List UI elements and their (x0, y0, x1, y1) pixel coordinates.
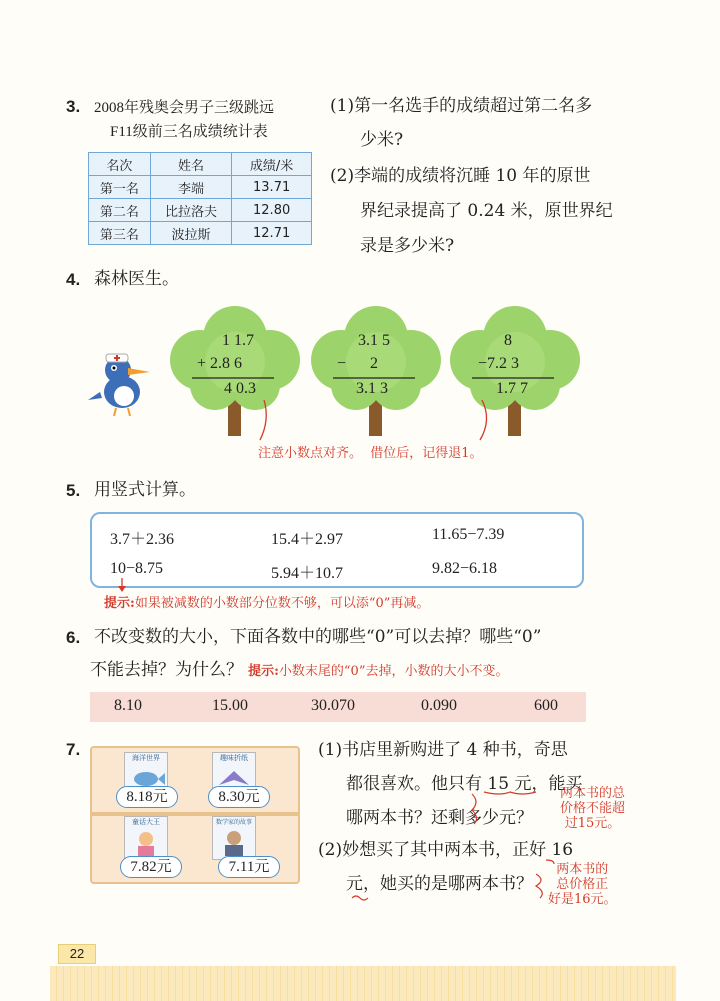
q7-sub2-line-1: (2)妙想买了其中两本书，正好 16 (318, 840, 574, 860)
q7-sub1-line-1: (1)书店里新购进了 4 种书，奇思 (318, 740, 568, 760)
table-cell: 第二名 (89, 199, 151, 222)
note-2-pointer (350, 856, 570, 906)
table-header-row (89, 153, 312, 176)
strip-number: 0.090 (421, 697, 457, 714)
woodpecker-doctor-illustration (86, 348, 156, 418)
strip-number: 8.10 (114, 697, 142, 714)
book-title: 童话大王 (132, 818, 160, 826)
question-7-number: 7. (66, 740, 81, 759)
book-cover (212, 816, 256, 860)
q3-sub1-line-2: 少米? (360, 130, 404, 150)
tree-2-line-1: 3.1 5 (358, 332, 390, 349)
note-line: 两本书的 (556, 862, 609, 877)
table-cell: 12.71 (232, 222, 312, 245)
calc-expression: 5.94＋10.7 (271, 565, 344, 582)
table-cell: 波拉斯 (150, 222, 232, 245)
table-cell: 比拉洛夫 (150, 199, 232, 222)
calc-expression: 3.7＋2.36 (110, 531, 175, 548)
tree-1-line-2: + 2.8 6 (197, 355, 243, 372)
header-cell: 成绩/米 (232, 153, 312, 176)
tree-1-line-3: 4 0.3 (224, 380, 256, 397)
table-row (89, 199, 312, 222)
q7-sub1-line-3: 哪两本书？还剩多少元？ (346, 808, 533, 828)
q6-line-1: 不改变数的大小，下面各数中的哪些“0”可以去掉？哪些“0” (94, 627, 542, 647)
portrait-icon (213, 826, 255, 858)
note-line: 总价格正 (556, 877, 609, 892)
q6-line-2-row (90, 660, 508, 680)
q7-note-1 (560, 786, 625, 831)
note-line: 价格不能超 (560, 801, 626, 816)
q3-sub2-line-3: 录是多少米? (360, 236, 455, 256)
hint-label: 提示: (248, 664, 279, 679)
strip-number: 15.00 (212, 697, 248, 714)
hint-text: 小数末尾的“0”去掉，小数的大小不变。 (278, 664, 509, 679)
tree-3-line-1: 8 (504, 332, 512, 349)
price-tag: 8.30元 (208, 786, 270, 808)
tree-2-line-2: − 2 (337, 355, 379, 372)
hint-label: 提示: (104, 596, 135, 611)
note-arrows (250, 398, 530, 448)
note-line: 好是16元。 (548, 892, 617, 907)
hint-text: 如果被减数的小数部分位数不够，可以添“0”再减。 (134, 596, 430, 611)
price-tag: 8.18元 (116, 786, 178, 808)
strip-number: 30.070 (311, 697, 355, 714)
page-footer-band (50, 966, 676, 1001)
question-3-number: 3. (66, 97, 81, 116)
header-cell: 名次 (89, 153, 151, 176)
q4-note: 注意小数点对齐。 借位后，记得退1。 (258, 446, 483, 461)
question-4-number: 4. (66, 270, 81, 289)
calc-expression: 9.82−6.18 (432, 560, 498, 577)
table-cell: 李端 (150, 176, 232, 199)
question-5-number: 5. (66, 481, 81, 500)
question-6-number: 6. (66, 628, 81, 647)
note-line: 两本书的总 (560, 786, 626, 801)
table-title-line-1: 2008年残奥会男子三级跳远 (94, 100, 275, 116)
calc-expression: 15.4＋2.97 (271, 531, 344, 548)
q7-sub1-line-2: 都很喜欢。他只有 15 元，能买 (346, 774, 583, 794)
tree-1-line-1: 1 1.7 (222, 332, 254, 349)
strip-number: 600 (534, 697, 558, 714)
calc-expression: 10−8.75 (110, 560, 164, 577)
q7-note-2 (548, 862, 617, 907)
table-cell: 12.80 (232, 199, 312, 222)
price-tag: 7.82元 (120, 856, 182, 878)
table-row (89, 176, 312, 199)
book-cover (124, 816, 168, 860)
book-title: 海洋世界 (132, 754, 160, 762)
price-tag: 7.11元 (218, 856, 280, 878)
results-table (88, 152, 312, 245)
q3-sub2-line-2: 界纪录提高了 0.24 米，原世界纪 (360, 201, 613, 221)
note-line: 过15元。 (564, 816, 621, 831)
table-cell: 13.71 (232, 176, 312, 199)
q6-line-2: 不能去掉？为什么？ (90, 660, 243, 680)
note-1-pointer (470, 790, 550, 830)
q5-hint (104, 592, 429, 611)
header-cell: 姓名 (150, 153, 232, 176)
calc-expression: 11.65−7.39 (432, 526, 505, 543)
character-icon (125, 827, 167, 859)
shelf-board (92, 812, 298, 816)
page-number: 22 (58, 944, 96, 964)
tree-2-line-3: 3.1 3 (356, 380, 388, 397)
q3-sub1-line-1: (1)第一名选手的成绩超过第二名多 (330, 96, 593, 116)
tree-3-line-2: −7.2 3 (478, 355, 520, 372)
q3-sub2-line-1: (2)李端的成绩将沉睡 10 年的原世 (330, 166, 591, 186)
tree-3-line-3: 1.7 7 (496, 380, 528, 397)
q7-sub2-line-2: 元，她买的是哪两本书？ (346, 874, 533, 894)
book-title: 趣味折纸 (220, 754, 248, 762)
table-cell: 第一名 (89, 176, 151, 199)
table-cell: 第三名 (89, 222, 151, 245)
table-row (89, 222, 312, 245)
table-title-line-2: F11级前三名成绩统计表 (110, 124, 268, 140)
question-4-title: 森林医生。 (94, 269, 179, 289)
book-title: 数学家的故事 (215, 819, 252, 826)
question-5-title: 用竖式计算。 (94, 480, 196, 500)
